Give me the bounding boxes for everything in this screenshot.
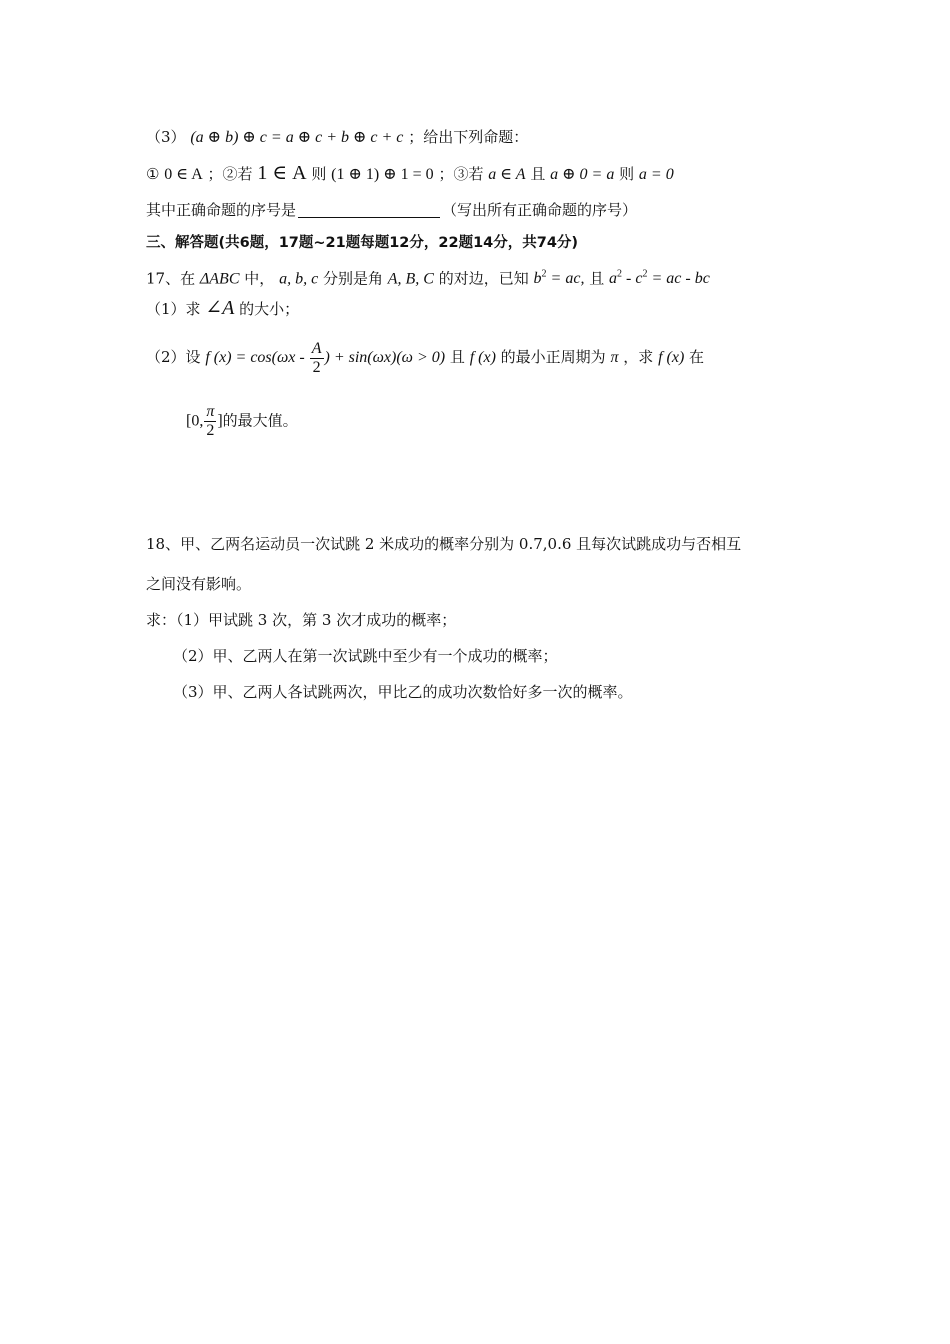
q16-answer-line [146, 200, 637, 220]
part2-in: 在 [689, 348, 705, 367]
interval-tail: 的最大值。 [222, 411, 298, 430]
cond3-formula: (a ⊕ b) ⊕ c = a ⊕ c + b ⊕ c + c [190, 129, 404, 146]
q17-text-5: 且 [589, 269, 605, 288]
part2-label: （2）设 [146, 348, 201, 367]
part1-label: （1）求 [146, 300, 201, 318]
q16-propositions [146, 163, 674, 185]
cond1-base: b [533, 270, 542, 288]
prop1-formula: 0 ∈ A [164, 166, 203, 183]
part2-frac-den: 2 [312, 359, 321, 376]
part2-func-lhs: f (x) = cos(ωx - [205, 349, 309, 367]
answer-suffix: （写出所有正确命题的序号） [442, 201, 638, 219]
q17-sides: a, b, c [279, 270, 319, 288]
q17-interval-line [186, 403, 298, 440]
prop-sep-2: ；③若 [438, 165, 484, 183]
q18-part-1: 求：（1）甲试跳 3 次，第 3 次才成功的概率； [146, 611, 457, 629]
cond2-c-exponent: 2 [642, 269, 648, 280]
q17-text-3: 分别是角 [322, 269, 383, 288]
q18-line-2: 之间没有影响。 [146, 575, 252, 593]
interval-close: ] [217, 412, 223, 430]
prop3-then: 则 [619, 165, 635, 183]
interval-num: π [206, 403, 215, 420]
answer-prefix: 其中正确命题的序号是 [146, 201, 297, 219]
q18-part-3: （3）甲、乙两人各试跳两次，甲比乙的成功次数恰好多一次的概率。 [173, 683, 633, 701]
q17-triangle: ΔABC [199, 270, 240, 288]
cond1-exponent: 2 [541, 269, 547, 280]
prop3-condition: a ∈ A [488, 166, 526, 183]
cond2-mid: - c [622, 270, 643, 288]
cond2-a-exponent: 2 [617, 269, 623, 280]
prop2-result: (1 ⊕ 1) ⊕ 1 = 0 [331, 166, 434, 183]
q17-part-1 [146, 298, 299, 319]
answer-blank[interactable] [298, 201, 440, 218]
prop3-and: 且 [530, 165, 546, 183]
part2-func-rhs: ) + sin(ωx)(ω > 0) [324, 349, 446, 367]
prop3-condition-2: a ⊕ 0 = a [550, 166, 615, 183]
prop2-condition: 1 ∈ A [257, 162, 307, 184]
q17-part-2 [146, 340, 704, 377]
cond1-rhs: = ac, [546, 270, 585, 288]
section-heading: 三、解答题(共6题，17题~21题每题12分，22题14分，共74分) [146, 235, 579, 251]
part2-period-text: 的最小正周期为 [500, 348, 606, 367]
q17-angles: A, B, C [387, 270, 434, 288]
part2-seek: ，求 [623, 348, 654, 367]
cond2-a: a [609, 270, 618, 288]
q17-text-2: 中， [244, 269, 275, 288]
prop2-then: 则 [311, 165, 327, 183]
q18-line-1: 18、甲、乙两名运动员一次试跳 2 米成功的概率分别为 0.7,0.6 且每次试跳成功与否相互 [146, 535, 742, 553]
prop1-mark: ① [146, 165, 160, 183]
part2-and: 且 [449, 348, 465, 367]
interval-den: 2 [206, 422, 215, 439]
part1-angle: ∠A [205, 297, 235, 319]
q16-condition-3 [146, 127, 528, 148]
part2-function [205, 340, 446, 376]
part2-pi: π [610, 349, 619, 367]
q17-intro [146, 265, 710, 289]
interval-fraction [204, 403, 216, 440]
q17-text-4: 的对边，已知 [438, 269, 529, 288]
prop3-result: a = 0 [638, 166, 674, 183]
cond2-rhs: = ac - bc [647, 270, 710, 288]
part2-frac-num: A [311, 340, 322, 357]
prop-sep-1: ；②若 [207, 165, 253, 183]
q18-part-2: （2）甲、乙两人在第一次试跳中至少有一个成功的概率； [173, 647, 558, 665]
cond3-tail: ；给出下列命题： [408, 128, 529, 146]
part2-fx: f (x) [469, 349, 496, 367]
part2-fraction [310, 340, 324, 377]
q17-text-1: 17、在 [146, 269, 196, 288]
cond3-label: （3） [146, 128, 186, 146]
q17-condition-1 [534, 270, 585, 287]
part2-fx-2: f (x) [658, 349, 685, 367]
part1-tail: 的大小； [239, 300, 300, 318]
interval-open: [0, [186, 412, 204, 430]
q17-condition-2 [609, 270, 710, 287]
